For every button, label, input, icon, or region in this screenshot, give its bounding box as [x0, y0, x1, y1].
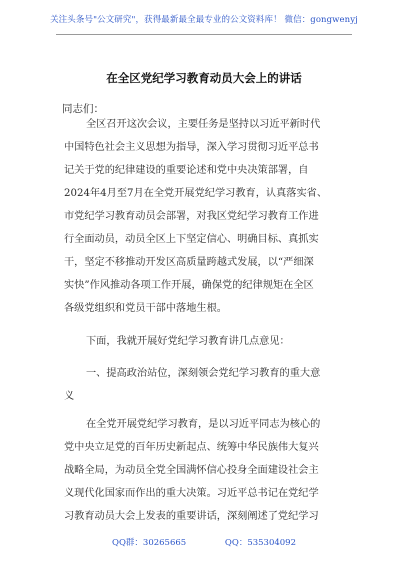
text-line: 实快”作风推动各项工作开展，确保党的纪律规矩在全区 — [64, 280, 314, 291]
footer-qq: QQ：535304092 — [224, 538, 296, 548]
text-line: 一、提高政治站位，深刻领会党纪学习教育的重大意 — [86, 368, 321, 379]
header-divider — [56, 34, 352, 35]
text-line: 记关于党的纪律建设的重要论述和党中央决策部署，自 — [64, 165, 309, 176]
footer-qq-group: QQ群：30265665 — [111, 538, 187, 548]
text-line: 中国特色社会主义思想为指导，深入学习贯彻习近平总书 — [64, 142, 319, 153]
footer-contacts — [0, 536, 408, 548]
text-line: 各级党组织和党员干部中落地生根。 — [64, 303, 227, 314]
text-line: 战略全局，为动员全党全国满怀信心投身全面建设社会主 — [64, 465, 319, 476]
text-line: 下面，我就开展好党纪学习教育讲几点意见： — [86, 336, 290, 347]
text-line: 义现代化国家而作出的重大决策。习近平总书记在党纪学 — [64, 488, 319, 499]
paragraph-intro — [64, 113, 346, 320]
salutation: 同志们： — [62, 103, 104, 115]
text-line: 2024年4月至7月在全党开展党纪学习教育，认真落实省、 — [64, 188, 328, 199]
section-heading-1 — [64, 362, 346, 408]
header-note: 关注头条号"公文研究"，获得最新最全最专业的公文资料库！ 微信：gongwenyj — [50, 15, 358, 25]
text-line: 干，坚定不移推动开发区高质量跨越式发展，以“严细深 — [64, 257, 314, 268]
text-line: 义 — [64, 391, 75, 402]
text-line: 党中央立足党的百年历史新起点、统筹中华民族伟大复兴 — [64, 442, 319, 453]
document-title: 在全区党纪学习教育动员大会上的讲话 — [106, 71, 302, 85]
text-line: 行全面动员，动员全区上下坚定信心、明确目标、真抓实 — [64, 234, 319, 245]
text-line: 全区召开这次会议，主要任务是坚持以习近平新时代 — [86, 119, 321, 130]
text-line: 市党纪学习教育动员会部署，对我区党纪学习教育工作进 — [64, 211, 319, 222]
paragraph-transition — [64, 330, 346, 353]
paragraph-section-1 — [64, 413, 346, 528]
text-line: 习教育动员大会上发表的重要讲话，深刻阐述了党纪学习 — [64, 511, 319, 522]
text-line: 在全党开展党纪学习教育，是以习近平同志为核心的 — [86, 419, 321, 430]
